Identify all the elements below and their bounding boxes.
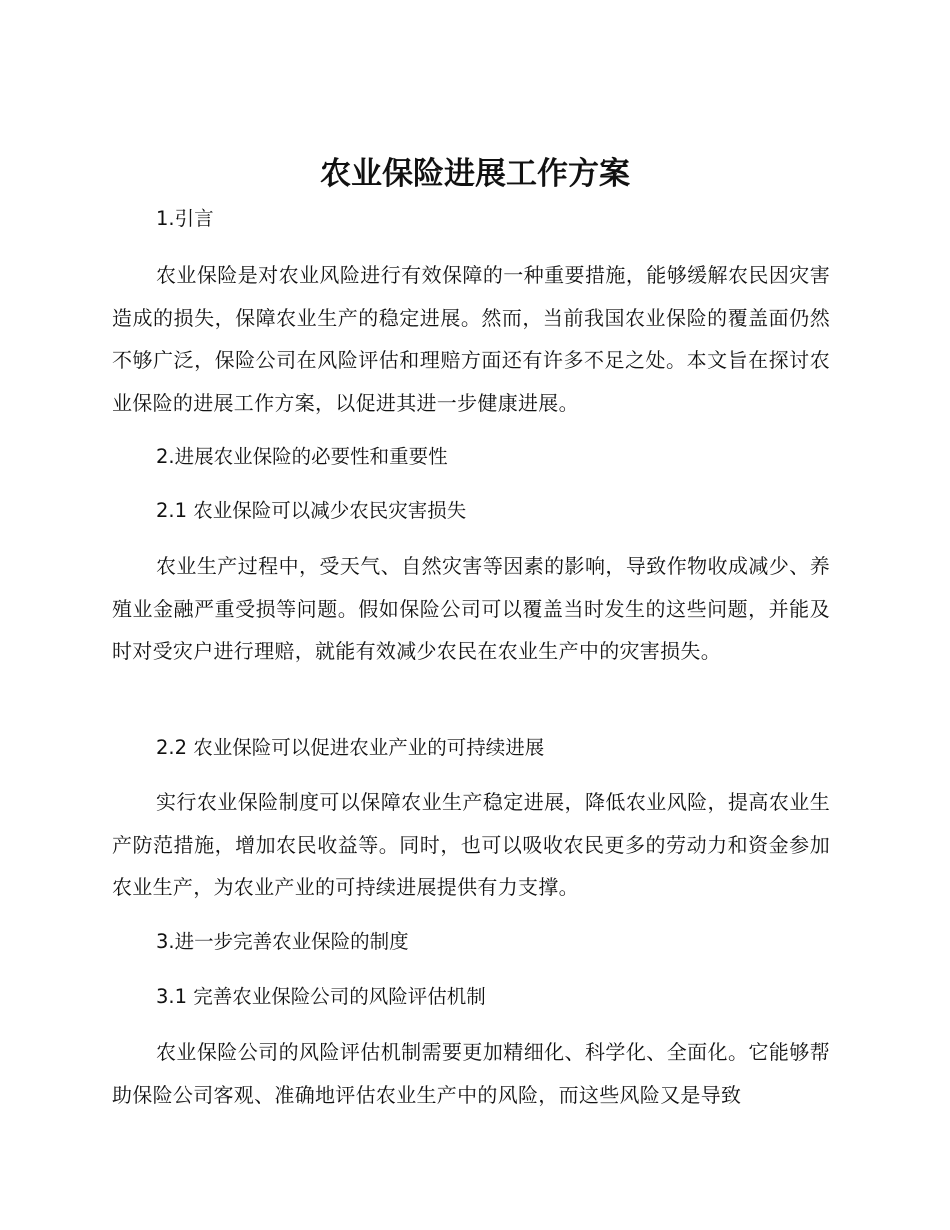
section-heading-2-2: 2.2 农业保险可以促进农业产业的可持续进展 xyxy=(156,736,545,759)
document-title: 农业保险进展工作方案 xyxy=(320,156,630,192)
paragraph-2-1: 农业生产过程中，受天气、自然灾害等因素的影响，导致作物收成减少、养殖业金融严重受损等问题。假如保险公司可以覆盖当时发生的这些问题，并能及时对受灾户进行理赔，就能有效减少农民在农业生产中的灾害损失。 xyxy=(112,554,830,663)
paragraph-intro: 农业保险是对农业风险进行有效保障的一种重要措施，能够缓解农民因灾害造成的损失，保障农业生产的稳定进展。然而，当前我国农业保险的覆盖面仍然不够广泛，保险公司在风险评估和理赔方面还有许多不足之处。本文旨在探讨农业保险的进展工作方案，以促进其进一步健康进展。 xyxy=(112,263,830,415)
section-heading-necessity: 2.进展农业保险的必要性和重要性 xyxy=(156,445,448,468)
section-heading-intro: 1.引言 xyxy=(156,207,214,230)
paragraph-2-2: 实行农业保险制度可以保障农业生产稳定进展，降低农业风险，提高农业生产防范措施，增加农民收益等。同时，也可以吸收农民更多的劳动力和资金参加农业生产，为农业产业的可持续进展提供有力支撑。 xyxy=(112,790,830,899)
paragraph-3-1: 农业保险公司的风险评估机制需要更加精细化、科学化、全面化。它能够帮助保险公司客观、准确地评估农业生产中的风险，而这些风险又是导致 xyxy=(112,1040,830,1107)
section-heading-3-1: 3.1 完善农业保险公司的风险评估机制 xyxy=(156,985,486,1008)
section-heading-2-1: 2.1 农业保险可以减少农民灾害损失 xyxy=(156,499,467,522)
section-heading-improve: 3.进一步完善农业保险的制度 xyxy=(156,930,409,953)
